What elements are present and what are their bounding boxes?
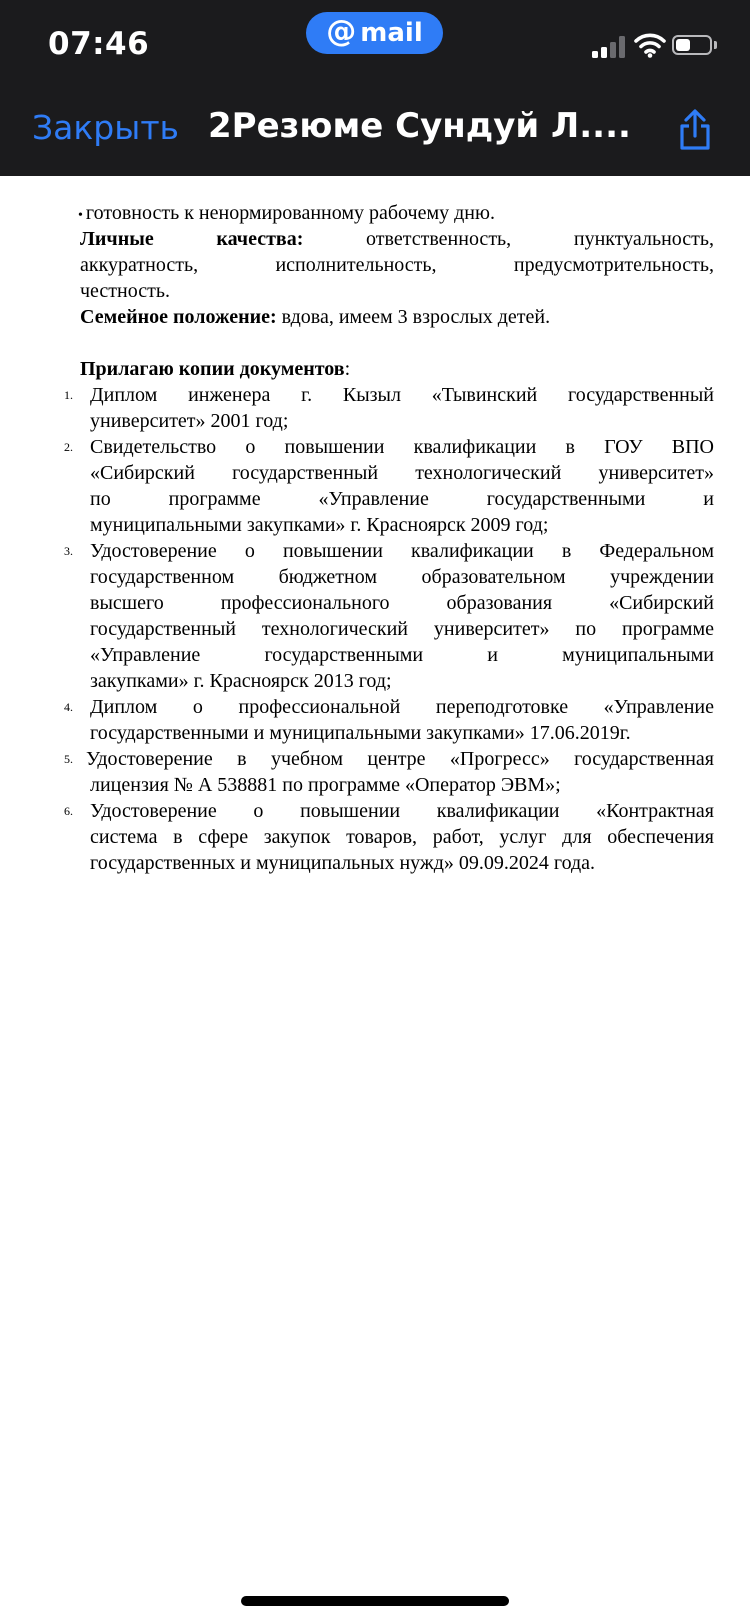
personal-qualities-line-1: Личные качества: ответственность, пунктуальность, xyxy=(80,228,715,250)
list-item-line: муниципальными закупками» г. Красноярск 2009 год; xyxy=(90,514,549,536)
bullet-line: • готовность к ненормированному рабочему дню. xyxy=(78,202,495,224)
top-bar xyxy=(0,0,750,176)
at-icon: @ xyxy=(326,14,357,49)
list-item-line: государственном бюджетном образовательном учреждении xyxy=(90,566,714,588)
family-status-line: Семейное положение: вдова, имеем 3 взрослых детей. xyxy=(80,306,551,328)
bullet-icon: • xyxy=(78,208,83,223)
list-number: 6. xyxy=(64,804,73,818)
home-indicator[interactable] xyxy=(241,1596,509,1606)
list-item-line: государственными и муниципальными закупками» 17.06.2019г. xyxy=(90,722,631,744)
list-item-line: Удостоверение о повышении квалификации в Федеральном xyxy=(90,540,714,562)
status-time: 07:46 xyxy=(48,26,150,62)
list-item-line: система в сфере закупок товаров, работ, услуг для обеспечения xyxy=(90,826,714,848)
list-item-line: Диплом о профессиональной переподготовке «Управление xyxy=(90,696,714,718)
list-item-line: высшего профессионального образования «Сибирский xyxy=(90,592,714,614)
list-item-line: Свидетельство о повышении квалификации в ГОУ ВПО xyxy=(90,436,714,458)
list-item-line: государственных и муниципальных нужд» 09.09.2024 года. xyxy=(90,852,596,874)
list-item-line: Диплом инженера г. Кызыл «Тывинский государственный xyxy=(90,384,714,406)
battery-level xyxy=(676,39,690,51)
list-item-line: университет» 2001 год; xyxy=(90,410,289,432)
list-number: 3. xyxy=(64,544,73,558)
list-number: 2. xyxy=(64,440,73,454)
list-item-line: «Сибирский государственный технологический университет» xyxy=(90,462,714,484)
close-button[interactable]: Закрыть xyxy=(32,108,179,147)
list-number: 1. xyxy=(64,388,73,402)
personal-qualities-line-3: честность. xyxy=(80,280,170,302)
list-item-line: «Управление государственными и муниципальными xyxy=(90,644,714,666)
share-button[interactable] xyxy=(674,108,716,152)
list-number: 4. xyxy=(64,700,73,714)
mail-app-pill[interactable] xyxy=(306,12,443,54)
battery-cap xyxy=(714,41,717,49)
wifi-icon xyxy=(634,32,666,58)
list-item-line: Удостоверение в учебном центре «Прогресс» государственная xyxy=(86,748,714,770)
cellular-signal-icon xyxy=(592,36,628,58)
list-number: 5. xyxy=(64,752,73,766)
list-item-line: закупками» г. Красноярск 2013 год; xyxy=(90,670,392,692)
list-item-line: Удостоверение о повышении квалификации «Контрактная xyxy=(90,800,714,822)
battery-icon xyxy=(672,35,712,55)
document-title: 2Резюме Сундуй Л.... xyxy=(208,106,631,146)
personal-qualities-line-2: аккуратность, исполнительность, предусмотрительность, xyxy=(80,254,715,276)
attachments-heading: Прилагаю копии документов: xyxy=(80,358,351,380)
family-status-label: Семейное положение: xyxy=(80,306,277,328)
personal-qualities-label: Личные качества: xyxy=(80,228,304,250)
list-item-line: государственный технологический университет» по программе xyxy=(90,618,714,640)
list-item-line: по программе «Управление государственными и xyxy=(90,488,714,510)
mail-label: mail xyxy=(360,18,423,48)
share-icon xyxy=(674,108,716,152)
list-item-line: лицензия № А 538881 по программе «Оператор ЭВМ»; xyxy=(90,774,561,796)
